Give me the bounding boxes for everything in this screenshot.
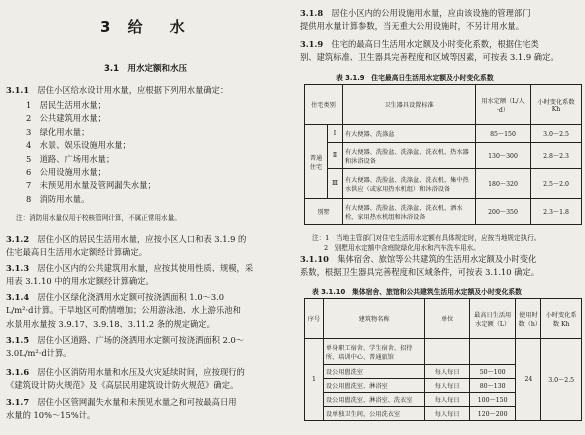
- header-cell: 单位: [425, 299, 469, 339]
- header-cell: 卫生器具设置标准: [343, 85, 476, 125]
- table-row: 别墅 有大便器、洗脸盆、洗涤盆、洗衣机、洒水栓，家用热水机组和沐浴设备 200～350 2.3～1.8: [305, 199, 582, 225]
- table-row: 设单独卫生间，公用洗衣室 每人每日 120～200: [305, 407, 582, 421]
- table-note: 注：1 当地主管部门对住宅生活用水定额有具体规定时，应按当地规定执行。: [312, 234, 541, 242]
- clause-3-1-10: 3.1.10 集体宿舍、旅馆等公共建筑的生活用水定额及小时变化 系数，根据卫生器具完善程度和区域条件，可按表 3.1.10 确定。: [300, 254, 540, 278]
- list-item: 5 道路、广场用水量；: [26, 153, 115, 164]
- table-row: Ⅱ 有大便器、洗脸盆、洗涤盆、洗衣机、热水器和沐浴设备 130～300 2.8～2.3: [305, 143, 582, 169]
- list-item: 6 公用设施用水量；: [26, 167, 106, 178]
- table-note: 2 别墅用水定额中含庭院绿化用水和汽车洗车用水。: [324, 244, 480, 252]
- clause-number: 3.1.1: [6, 85, 30, 95]
- table-header-row: [305, 85, 582, 125]
- table-caption: 表 3.1.10 集体宿舍、旅馆和公共建筑生活用水定额及小时变化系数: [312, 288, 522, 296]
- header-cell: 小时变化系数 Kh: [531, 85, 582, 125]
- table-caption: 表 3.1.9 住宅最高日生活用水定额及小时变化系数: [336, 74, 494, 82]
- clause-3-1-5: 3.1.5 居住小区道路、广场的浇洒用水定额可按浇洒面积 2.0～ 3.0L/m²·d计算。: [6, 335, 245, 359]
- header-cell: 用水定额（L/人·d）: [476, 85, 531, 125]
- table-row: 设公用盥洗室、淋浴室、洗衣室 每人每日 100～150: [305, 393, 582, 407]
- chapter-title: 3 给 水: [100, 18, 191, 36]
- header-cell: 最高日生活用水定额（L）: [469, 299, 516, 339]
- list-item: 8 消防用水量。: [26, 193, 90, 204]
- section-heading: 3.1 用水定额和水压: [104, 64, 188, 74]
- clause-3-1-9: 3.1.9 住宅的最高日生活用水定额及小时变化系数，根据住宅类 别、建筑标准、卫生器具完善程度和区域等因素，可按表 3.1.9 确定。: [300, 39, 559, 63]
- header-cell: 使用时数（h）: [516, 299, 541, 339]
- table-header-row: [305, 299, 582, 339]
- table-row: 普通住宅 Ⅰ 有大便器、洗涤盆 85～150 3.0～2.5: [305, 125, 582, 143]
- clause-3-1-1: [6, 84, 228, 97]
- clause-3-1-7: 3.1.7 居住小区管网漏失水量和未预见水量之和可按最高日用 水量的 10%～15%计。: [6, 397, 237, 421]
- list-item: 2 公共建筑用水量；: [26, 113, 106, 124]
- list-item: 4 水景、娱乐设施用水量；: [26, 140, 131, 151]
- clause-text: 居住小区给水设计用水量，应根据下列用水量确定：: [37, 85, 229, 95]
- header-cell: 住宅类别: [305, 85, 343, 125]
- group-cell: 普通住宅: [305, 125, 328, 199]
- list-item: 3 绿化用水量；: [26, 126, 90, 137]
- clause-3-1-6: 3.1.6 居住小区消防用水量和水压及火灾延续时间，应按现行的 《建筑设计防火规范》及《高层民用建筑设计防火规范》确定。: [6, 367, 245, 391]
- list-item: 1 居民生活用水量；: [26, 100, 106, 110]
- table-3-1-9: [304, 84, 582, 225]
- note-text: 注：消防用水量仅用于校核管网计算，不属正常用水量。: [16, 214, 181, 222]
- header-cell: 序号: [305, 299, 324, 339]
- list-items: [26, 99, 156, 206]
- table-row: Ⅲ 有大便器、洗脸盆、洗涤盆、洗衣机、集中热水供应（或家用热水机组）和沐浴设备 180～320 2.5～2.0: [305, 169, 582, 199]
- clause-3-1-2: 3.1.2 居住小区的居民生活用水量，应按小区人口和表 3.1.9 的 住宅最高日生活用水定额经计算确定。: [6, 234, 247, 258]
- header-cell: 建筑物名称: [323, 299, 425, 339]
- table-row: 设公用盥洗室、淋浴室 每人每日 80～130: [305, 379, 582, 393]
- header-cell: 小时变化系数 Kh: [541, 299, 582, 339]
- clause-3-1-3: 3.1.3 居住小区内的公共建筑用水量，应按其使用性质、规模，采 用表 3.1.10 中的用水定额经计算确定。: [6, 263, 254, 287]
- list-item: 7 未预见用水量及管网漏失水量；: [26, 180, 156, 191]
- table-row: 设公用盥洗室 每人每日 50～100: [305, 365, 582, 379]
- table-row: 1 单身职工宿舍、学生宿舍、招待所、培训中心、普通旅馆 24 3.0～2.5: [305, 339, 582, 365]
- clause-3-1-4: 3.1.4 居住小区绿化浇洒用水定额可按浇洒面积 1.0～3.0 L/m²·d计算。干旱地区可酌情增加；公用游泳池、水上游乐池和 水景用水量按 3.9.17、3.9.18、3.11.2 条的规定确定。: [6, 292, 241, 329]
- clause-3-1-8: 3.1.8 居住小区内的公用设施用水量，应由该设施的管理部门 提供用水量计算参数，当无重大公用设施时，不另计用水量。: [300, 8, 531, 32]
- table-3-1-10: [304, 298, 582, 421]
